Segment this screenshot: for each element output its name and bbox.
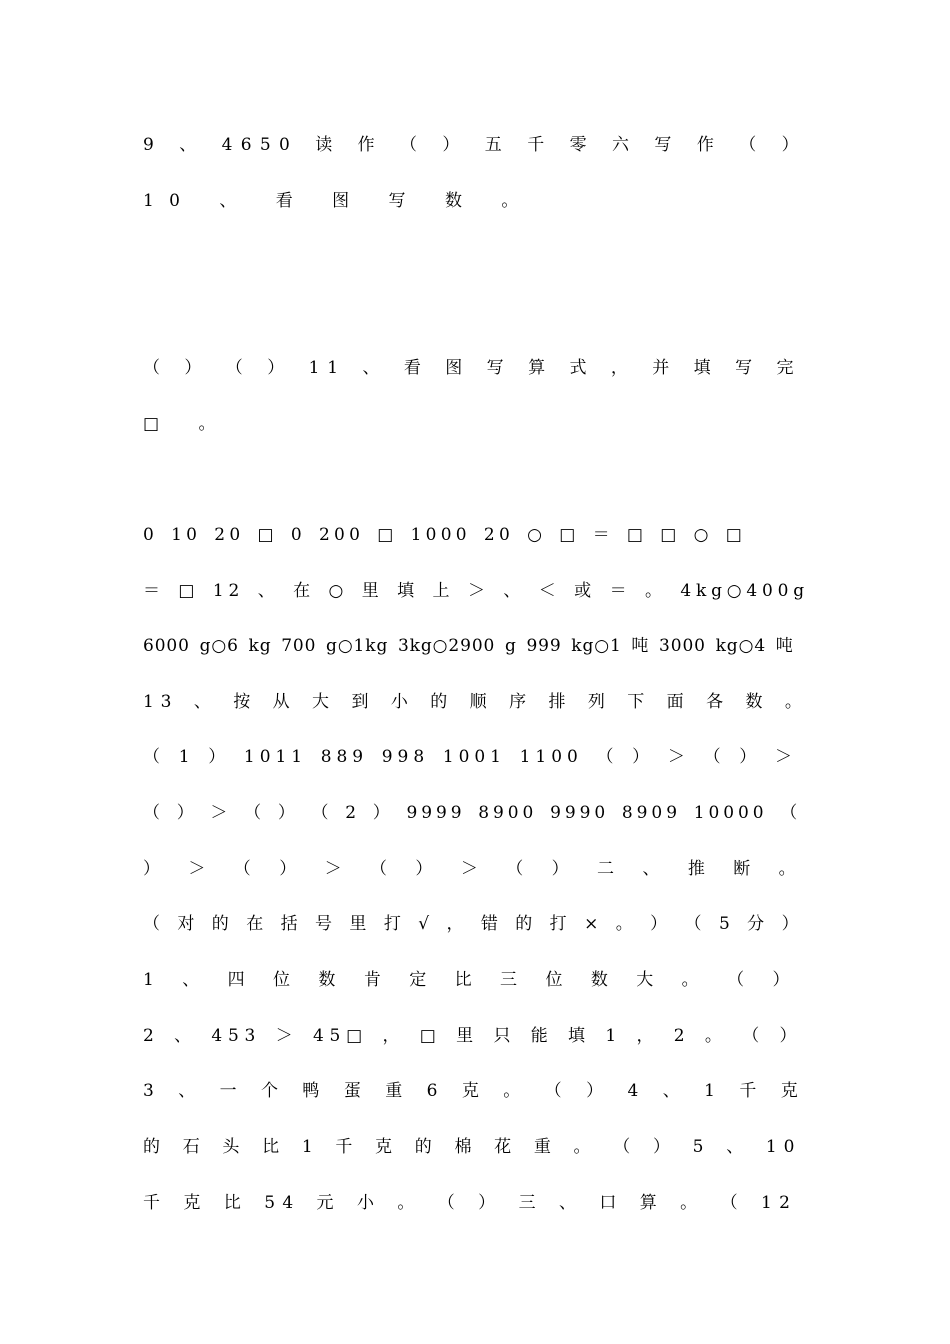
section-2-instructions: （ 对 的 在 括 号 里 打 √ ， 错 的 打 × 。 ） （ 5 分 ） [143, 914, 803, 934]
judgment-2: 2 、 453 ＞ 45□ ， □ 里 只 能 填 1 ， 2 。 （ ） [143, 1026, 803, 1046]
question-11-equations: 0 10 20 □ 0 200 □ 1000 20 ○ □ ＝ □ □ ○ □ [143, 525, 747, 545]
judgment-5-and-section-3: 千 克 比 54 元 小 。 （ ） 三 、 口 算 。 （ 12 [143, 1193, 798, 1213]
question-12: ＝ □ 12 、 在 ○ 里 填 上 ＞ 、 ＜ 或 ＝ 。 4kg○400g [143, 581, 809, 601]
question-11-continued: □ 。 [143, 414, 231, 434]
question-13: 13 、 按 从 大 到 小 的 顺 序 排 列 下 面 各 数 。 [143, 692, 809, 712]
section-2-heading: ） ＞ （ ） ＞ （ ） ＞ （ ） 二 、 推 断 。 [143, 859, 806, 879]
question-10: 10 、 看 图 写 数 。 [143, 191, 534, 211]
question-13-part-2: （ ） ＞ （ ） （ 2 ） 9999 8900 9990 8909 10000 （ [143, 803, 802, 823]
question-10-answers-and-11: （ ） （ ） 11 、 看 图 写 算 式 ， 并 填 写 完 [143, 358, 802, 378]
question-9: 9 、 4650 读 作 （ ） 五 千 零 六 写 作 （ ） [143, 135, 807, 155]
question-13-part-1: （ 1 ） 1011 889 998 1001 1100 （ ） ＞ （ ） ＞ [143, 747, 797, 767]
question-12-items: 6000 g○6 kg 700 g○1kg 3kg○2900 g 999 kg○1 吨 3000 kg○4 吨 [143, 636, 794, 656]
judgment-4-5: 的 石 头 比 1 千 克 的 棉 花 重 。 （ ） 5 、 10 [143, 1137, 802, 1157]
judgment-1: 1 、 四 位 数 肯 定 比 三 位 数 大 。 （ ） [143, 970, 800, 990]
judgment-3-4: 3 、 一 个 鸭 蛋 重 6 克 。 （ ） 4 、 1 千 克 [143, 1081, 806, 1101]
